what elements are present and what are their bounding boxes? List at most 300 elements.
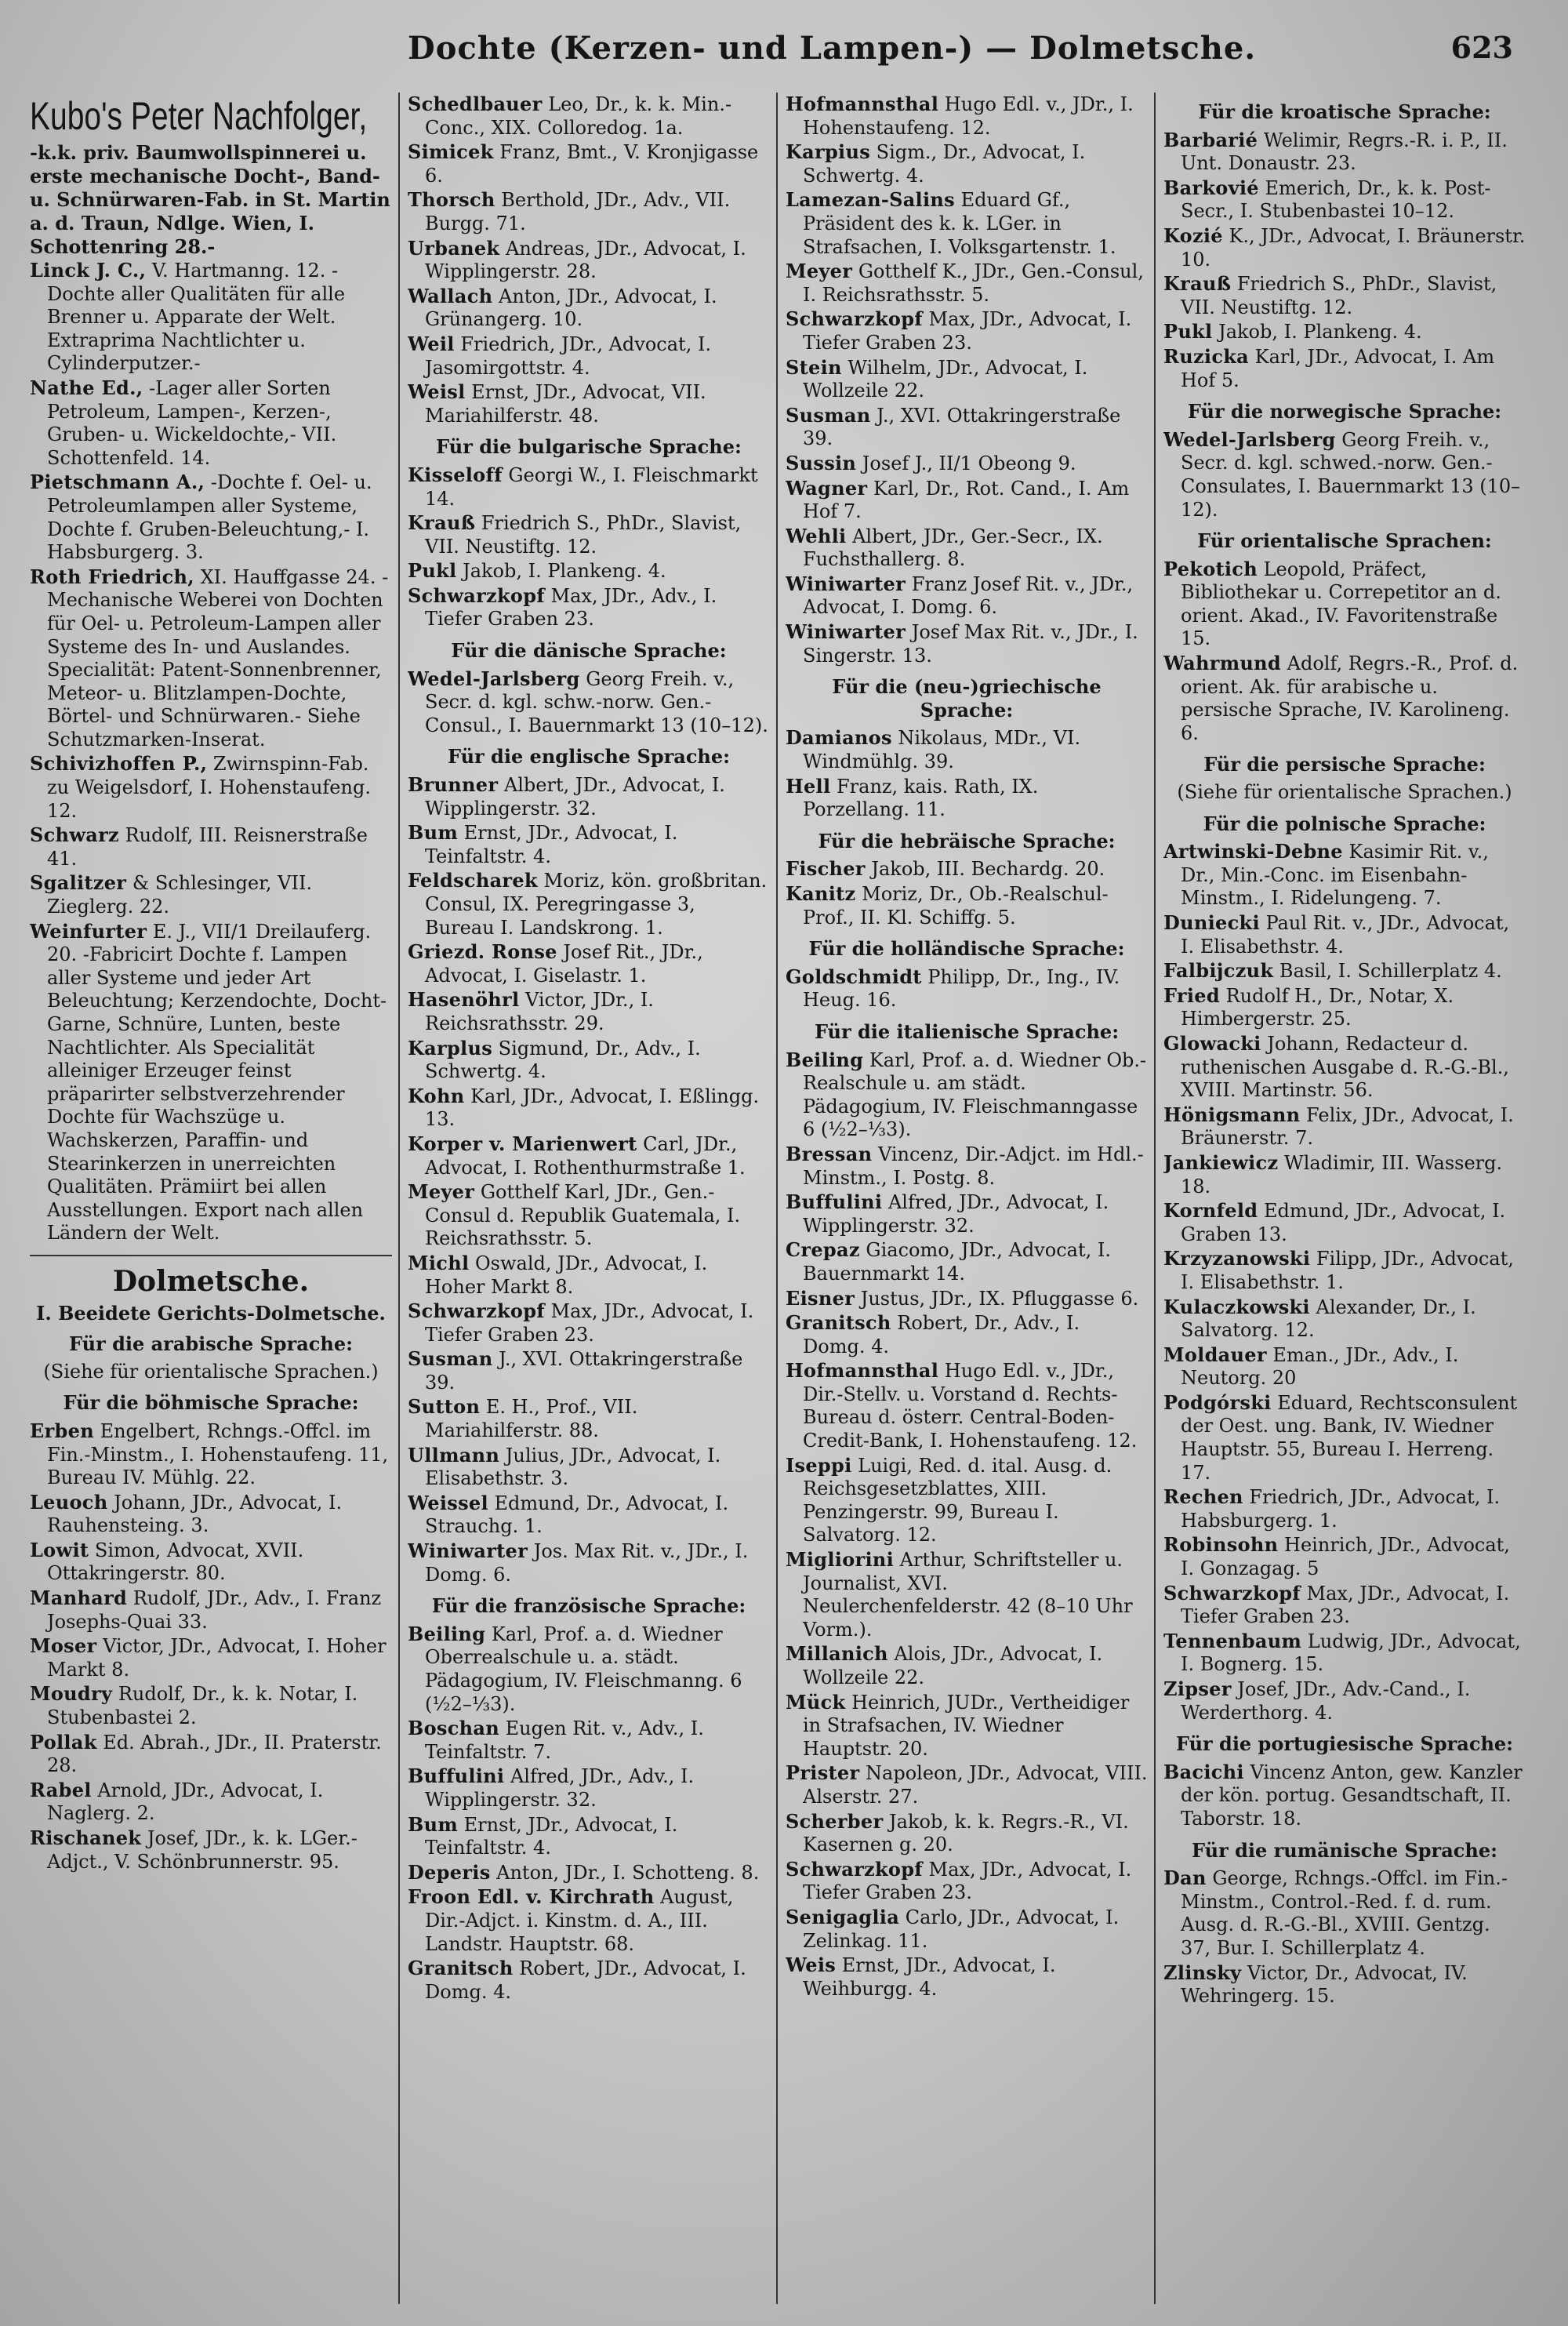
directory-entry (408, 1037, 770, 1084)
entry-name: Schedlbauer (408, 93, 543, 115)
columns (30, 93, 1526, 2304)
entry-text: Rudolf, III. Reisnerstraße 41. (47, 824, 368, 870)
entry-text: Rudolf, Dr., k. k. Notar, I. Stubenbastei 2. (47, 1683, 358, 1729)
directory-entry (30, 471, 392, 564)
entry-name: Krauß (408, 511, 476, 535)
page-title: Dochte (Kerzen- und Lampen-) — Dolmetsche. (408, 30, 1257, 67)
entry-text: Carlo, JDr., Advocat, I. Zelinkag. 11. (803, 1906, 1120, 1952)
entry-text: Rudolf, JDr., Adv., I. Franz Josephs-Quai 33. (47, 1587, 382, 1633)
entry-name: Krauß (1163, 272, 1232, 296)
directory-entry (1163, 840, 1526, 910)
directory-entry (786, 965, 1148, 1012)
directory-entry (408, 285, 770, 332)
entry-text: Karl, Dr., Rot. Cand., I. Am Hof 7. (803, 477, 1130, 523)
entry-name: Pekotich (1163, 557, 1258, 580)
directory-entry (786, 1548, 1148, 1641)
language-heading-french: Für die französische Sprache: (431, 1594, 746, 1618)
directory-entry (30, 1586, 392, 1634)
directory-entry (1163, 176, 1526, 224)
directory-entry (408, 869, 770, 939)
directory-entry (408, 559, 770, 583)
entry-name: Rischanek (30, 1826, 142, 1849)
entry-name: Wedel-Jarlsberg (1163, 427, 1336, 451)
entry-text: E. H., Prof., VII. Mariahilferstr. 88. (425, 1396, 638, 1442)
language-heading-english: Für die englische Sprache: (447, 745, 731, 769)
entry-list (1163, 558, 1526, 746)
entry-text: Heinrich, JUDr., Vertheidiger in Strafsachen, IV. Wiedner Hauptstr. 20. (803, 1691, 1130, 1760)
entry-list (786, 726, 1148, 821)
entry-name: Korper v. Marienwert (408, 1132, 637, 1155)
directory-entry (408, 1861, 770, 1885)
entry-name: Migliorini (786, 1548, 895, 1572)
directory-entry (786, 188, 1148, 259)
directory-entry (1163, 558, 1526, 651)
directory-entry (1163, 1485, 1526, 1532)
entry-text: Wladimir, III. Wasserg. 18. (1181, 1151, 1503, 1198)
entry-text: Anton, JDr., Advocat, I. Grünangerg. 10. (425, 285, 717, 331)
entry-text: -Lager aller Sorten Petroleum, Lampen-, Kerzen-, Gruben- u. Wickeldochte,- VII. Schottenfeld. 14. (47, 376, 337, 469)
entry-text: Luigi, Red. d. ital. Ausg. d. Reichsgesetzblattes, XIII. Penzingerstr. 99, Bureau I. Salvatorg. 12. (803, 1454, 1112, 1546)
entry-name: Schwarzkopf (1163, 1581, 1301, 1605)
entry-name: Meyer (786, 260, 853, 283)
column-4 (1163, 93, 1526, 2304)
entry-text: Gotthelf K., JDr., Gen.-Consul, I. Reichsrathsstr. 5. (803, 260, 1144, 306)
entry-text: Sigmund, Dr., Adv., I. Schwertg. 4. (425, 1037, 701, 1083)
entry-text: Josef, JDr., Adv.-Cand., I. Werderthorg. 4. (1181, 1678, 1471, 1724)
entry-name: Podgórski (1163, 1390, 1272, 1414)
ad-logo: Kubo's Peter Nachfolger, (30, 94, 368, 138)
directory-entry (786, 1287, 1148, 1311)
directory-entry (786, 726, 1148, 773)
entry-name: Feldscharek (408, 869, 538, 892)
directory-entry (408, 380, 770, 427)
entry-name: Wagner (786, 476, 868, 500)
directory-entry (408, 988, 770, 1035)
entry-text: Napoleon, JDr., Advocat, VIII. Alserstr. 27. (803, 1762, 1148, 1808)
entry-list (1163, 840, 1526, 1725)
entry-name: Brunner (408, 773, 499, 797)
entry-text: Franz, Bmt., V. Kronjigasse 6. (425, 141, 759, 187)
entry-text: Alois, JDr., Advocat, I. Wollzeile 22. (803, 1643, 1103, 1688)
entry-text: Ernst, JDr., Advocat, I. Weihburgg. 4. (803, 1954, 1056, 2000)
directory-entry (1163, 652, 1526, 745)
entry-text: Leopold, Präfect, Bibliothekar u. Correpetitor an d. orient. Akad., IV. Favoritenstraße 15. (1181, 558, 1501, 650)
directory-entry (30, 376, 392, 470)
directory-entry (30, 823, 392, 870)
directory-entry (408, 333, 770, 380)
entry-name: Boschan (408, 1717, 499, 1740)
directory-entry (408, 140, 770, 187)
directory-entry (1163, 1761, 1526, 1831)
entry-text: Alfred, JDr., Adv., I. Wipplingerstr. 32. (425, 1765, 695, 1811)
entry-name: Robinsohn (1163, 1533, 1279, 1557)
entry-name: Wallach (408, 284, 493, 307)
entry-name: Eisner (786, 1286, 855, 1310)
entry-text: Moriz, kön. großbritan. Consul, IX. Peregringasse 3, Bureau I. Landskrong. 1. (425, 870, 768, 939)
directory-entry (1163, 320, 1526, 344)
entry-name: Susman (408, 1347, 493, 1371)
directory-entry (1163, 1032, 1526, 1103)
entry-text: Eugen Rit. v., Adv., I. Teinfaltstr. 7. (425, 1717, 704, 1763)
entry-text: Johann, Redacteur d. ruthenischen Ausgabe d. R.-G.-Bl., XVIII. Martinstr. 56. (1181, 1032, 1509, 1102)
directory-entry (408, 1299, 770, 1347)
directory-entry (1163, 1151, 1526, 1198)
language-heading-danish: Für die dänische Sprache: (451, 639, 727, 663)
entry-text: Kasimir Rit. v., Dr., Min.-Conc. im Eisenbahn-Minstm., I. Ridelungeng. 7. (1181, 841, 1489, 910)
entry-text: Max, JDr., Advocat, I. Tiefer Graben 23. (803, 1858, 1132, 1904)
entry-name: Millanich (786, 1642, 888, 1666)
directory-entry (30, 1682, 392, 1729)
entry-list (786, 857, 1148, 929)
entry-text: Hugo Edl. v., JDr., I. Hohenstaufeng. 12. (803, 93, 1134, 139)
directory-entry (408, 1764, 770, 1812)
language-heading-portuguese: Für die portugiesische Sprache: (1175, 1732, 1514, 1756)
directory-entry (786, 356, 1148, 403)
entry-name: Hasenöhrl (408, 988, 520, 1012)
entry-name: Weisl (408, 380, 466, 404)
directory-entry (408, 511, 770, 558)
entry-name: Sussin (786, 451, 857, 474)
directory-entry (30, 1826, 392, 1874)
directory-entry (1163, 959, 1526, 983)
column-2 (408, 93, 770, 2304)
entry-name: Winiwarter (408, 1539, 528, 1563)
entry-name: Wehli (786, 524, 847, 547)
divider (30, 1255, 392, 1256)
entry-name: Artwinski-Debne (1163, 840, 1343, 863)
directory-entry (1163, 1296, 1526, 1343)
entry-name: Beiling (786, 1048, 864, 1071)
directory-entry (1163, 1391, 1526, 1485)
entry-list (786, 93, 1148, 667)
entry-name: Nathe Ed., (30, 376, 143, 399)
column-3 (786, 93, 1148, 2304)
entry-text: Karl, Prof. a. d. Wiedner Ob.-Realschule u. am städt. Pädagogium, IV. Fleischmanngasse 6 (½2–⅓3). (803, 1049, 1147, 1141)
entry-text: Engelbert, Rchngs.-Offcl. im Fin.-Minstm., I. Hohenstaufeng. 11, Bureau IV. Mühlg. 22. (47, 1419, 389, 1489)
entry-name: Bacichi (1163, 1760, 1244, 1783)
entry-text: Welimir, Regrs.-R. i. P., II. Unt. Donaustr. 23. (1181, 129, 1508, 175)
entry-name: Ullmann (408, 1443, 500, 1466)
entry-list (408, 667, 770, 738)
entry-text: Edmund, JDr., Advocat, I. Graben 13. (1181, 1200, 1506, 1245)
entry-name: Zlinsky (1163, 1961, 1242, 1984)
entry-name: Granitsch (408, 1957, 514, 1980)
language-heading-polish: Für die polnische Sprache: (1203, 812, 1486, 835)
entry-name: Moser (30, 1634, 97, 1658)
language-heading-italian: Für die italienische Sprache: (814, 1019, 1120, 1043)
directory-entry (1163, 129, 1526, 176)
entry-name: Weil (408, 332, 455, 355)
entry-text: Julius, JDr., Advocat, I. Elisabethstr. 3. (425, 1444, 721, 1490)
entry-text: Leo, Dr., k. k. Min.-Conc., XIX. Colloredog. 1a. (425, 93, 732, 139)
entry-name: Winiwarter (786, 620, 906, 644)
entry-name: Kisseloff (408, 463, 503, 486)
entry-name: Schwarz (30, 823, 119, 847)
entry-text: Josef Rit., JDr., Advocat, I. Giselastr. 1. (425, 941, 703, 987)
entry-text: Vincenz, Dir.-Adjct. im Hdl.-Minstm., I. Postg. 8. (803, 1143, 1144, 1189)
entry-name: Sutton (408, 1395, 481, 1419)
entry-name: Weinfurter (30, 919, 147, 943)
entry-text: Josef Max Rit. v., JDr., I. Singerstr. 13. (803, 621, 1138, 667)
language-heading-persian: Für die persische Sprache: (1203, 753, 1486, 776)
entry-name: Falbijczuk (1163, 959, 1274, 983)
entry-text: Max, JDr., Advocat, I. Tiefer Graben 23. (1181, 1582, 1510, 1628)
entry-text: Adolf, Regrs.-R., Prof. d. orient. Ak. für arabische u. persische Sprache, IV. Karolineng. 6. (1181, 652, 1519, 744)
entry-list (408, 463, 770, 631)
directory-entry (1163, 911, 1526, 958)
directory-entry (1163, 1103, 1526, 1150)
entry-text: Franz Josef Rit. v., JDr., Advocat, I. Domg. 6. (803, 572, 1134, 619)
directory-entry (1163, 1582, 1526, 1629)
entry-name: Rechen (1163, 1485, 1243, 1509)
entry-name: Hönigsmann (1163, 1103, 1301, 1126)
directory-entry (786, 1858, 1148, 1905)
cross-reference-note: (Siehe für orientalische Sprachen.) (1177, 781, 1512, 804)
language-heading-bulgarian: Für die bulgarische Sprache: (436, 435, 742, 459)
language-heading-croatian: Für die kroatische Sprache: (1198, 100, 1491, 123)
entry-text: Carl, JDr., Advocat, I. Rothenthurmstraße 1. (425, 1132, 746, 1179)
entry-text: Karl, Prof. a. d. Wiedner Oberrealschule u. a. städt. Pädagogium, IV. Fleischmanng. 6 (½2–⅓3). (425, 1623, 742, 1715)
entry-name: Goldschmidt (786, 965, 922, 988)
directory-entry (408, 93, 770, 140)
entry-name: Tennenbaum (1163, 1629, 1302, 1652)
entry-name: Schwarzkopf (408, 583, 545, 607)
directory-entry (408, 1444, 770, 1491)
language-heading-bohemian: Für die böhmische Sprache: (63, 1391, 359, 1415)
entry-text: Rudolf H., Dr., Notar, X. Himbergerstr. 25. (1181, 984, 1454, 1030)
entry-text: Karl, JDr., Advocat, I. Eßlingg. 13. (425, 1085, 760, 1131)
entry-name: Lamezan-Salins (786, 188, 955, 212)
directory-entry (786, 404, 1148, 451)
entry-text: Alfred, JDr., Advocat, I. Wipplingerstr. 32. (803, 1191, 1109, 1237)
directory-entry (408, 1957, 770, 2004)
directory-entry (786, 882, 1148, 929)
entry-name: Dan (1163, 1866, 1207, 1890)
entry-name: Duniecki (1163, 911, 1260, 934)
directory-entry (786, 857, 1148, 881)
entry-text: Robert, JDr., Advocat, I. Domg. 4. (425, 1957, 746, 2003)
entry-name: Schivizhoffen P., (30, 752, 208, 776)
directory-entry (786, 1953, 1148, 2001)
entry-name: Lowit (30, 1538, 89, 1561)
entry-text: Albert, JDr., Ger.-Secr., IX. Fuchsthallerg. 8. (803, 525, 1103, 571)
entry-list (1163, 129, 1526, 393)
entry-name: Urbanek (408, 236, 500, 260)
entry-name: Thorsch (408, 188, 495, 212)
directory-entry (408, 1539, 770, 1586)
entry-name: Schwarzkopf (786, 1857, 923, 1881)
directory-entry (30, 920, 392, 1245)
language-heading-dutch: Für die holländische Sprache: (808, 937, 1125, 961)
directory-entry (408, 1813, 770, 1860)
entry-name: Bum (408, 821, 459, 845)
directory-entry (786, 260, 1148, 307)
directory-entry (408, 1885, 770, 1956)
entry-text: Jakob, I. Plankeng. 4. (456, 560, 666, 583)
entry-text: Johann, JDr., Advocat, I. Rauhensteing. 3. (47, 1491, 343, 1537)
entry-text: Jakob, I. Plankeng. 4. (1212, 321, 1422, 343)
entry-text: Paul Rit. v., JDr., Advocat, I. Elisabethstr. 4. (1181, 912, 1510, 958)
directory-entry (786, 1190, 1148, 1238)
entry-name: Mück (786, 1690, 846, 1714)
entry-text: Berthold, JDr., Adv., VII. Burgg. 71. (425, 189, 731, 234)
directory-entry (1163, 272, 1526, 319)
directory-entry (408, 1623, 770, 1716)
language-heading-norwegian: Für die norwegische Sprache: (1187, 400, 1502, 423)
entry-name: Glowacki (1163, 1031, 1261, 1055)
entry-text: Friedrich S., PhDr., Slavist, VII. Neustiftg. 12. (1181, 273, 1497, 318)
entry-text: Philipp, Dr., Ing., IV. Heug. 16. (803, 965, 1120, 1012)
entry-text: Andreas, JDr., Advocat, I. Wipplingerstr. 28. (425, 237, 746, 283)
section-subheading: I. Beeidete Gerichts-Dolmetsche. (36, 1301, 386, 1325)
entry-name: Moudry (30, 1682, 113, 1706)
directory-entry (786, 1049, 1148, 1142)
entry-list (1163, 428, 1526, 522)
directory-entry (30, 1634, 392, 1681)
directory-entry (1163, 1247, 1526, 1294)
entry-text: Ludwig, JDr., Advocat, I. Bognerg. 15. (1181, 1630, 1521, 1676)
directory-entry (30, 1539, 392, 1586)
entry-text: August, Dir.-Adjct. i. Kinstm. d. A., III. Landstr. Hauptstr. 68. (425, 1886, 734, 1955)
entry-text: -Dochte f. Oel- u. Petroleumlampen aller Systeme, Dochte f. Gruben-Beleuchtung,- I. Habsburgerg. 3. (47, 471, 372, 564)
directory-entry (786, 1810, 1148, 1857)
directory-entry (786, 572, 1148, 620)
entry-text: Felix, JDr., Advocat, I. Bräunerstr. 7. (1181, 1103, 1514, 1150)
entry-name: Wahrmund (1163, 652, 1281, 675)
entry-text: Ernst, JDr., Advocat, I. Teinfaltstr. 4. (425, 822, 678, 867)
directory-entry (408, 1717, 770, 1764)
entry-name: Pietschmann A., (30, 471, 205, 494)
running-head (0, 30, 1568, 77)
language-heading-arabic: Für die arabische Sprache: (69, 1332, 353, 1356)
entry-name: Schwarzkopf (408, 1299, 545, 1323)
directory-entry (408, 1492, 770, 1539)
entry-name: Simicek (408, 140, 494, 164)
entry-text: Georg Freih. v., Secr. d. kgl. schw.-norw. Gen.-Consul., I. Bauernmarkt 13 (10–12). (425, 667, 768, 736)
entry-text: Arthur, Schriftsteller u. Journalist, XVI. Neulerchenfelderstr. 42 (8–10 Uhr Vorm.). (803, 1549, 1133, 1641)
entry-text: J., XVI. Ottakringerstraße 39. (425, 1348, 743, 1394)
entry-name: Weis (786, 1953, 837, 1977)
entry-text: Josef, JDr., k. k. LGer.-Adjct., V. Schönbrunnerstr. 95. (47, 1827, 358, 1873)
section-heading: Dolmetsche. (112, 1264, 310, 1298)
entry-text: Georg Freih. v., Secr. d. kgl. schwed.-norw. Gen.-Consulates, I. Bauernmarkt 13 (10–12). (1181, 428, 1521, 521)
entry-list (1163, 1761, 1526, 1831)
directory-entry (30, 1731, 392, 1778)
entry-name: Weissel (408, 1491, 488, 1514)
entry-text: Franz, kais. Rath, IX. Porzellang. 11. (803, 775, 1039, 821)
entry-text: Moriz, Dr., Ob.-Realschul-Prof., II. Kl. Schiffg. 5. (803, 883, 1109, 929)
directory-entry (1163, 1533, 1526, 1580)
entry-text: Ed. Abrah., JDr., II. Praterstr. 28. (47, 1731, 382, 1777)
entry-name: Barbarié (1163, 128, 1258, 151)
directory-entry (1163, 1343, 1526, 1390)
directory-entry (786, 307, 1148, 354)
directory-entry (30, 1419, 392, 1490)
entry-list (1163, 1866, 1526, 2008)
entry-name: Hofmannsthal (786, 1359, 939, 1383)
entry-name: Susman (786, 403, 871, 427)
entry-name: Kozié (1163, 224, 1223, 247)
entry-text: Gotthelf Karl, JDr., Gen.-Consul d. Republik Guatemala, I. Reichsrathsstr. 5. (425, 1181, 741, 1250)
entry-name: Moldauer (1163, 1343, 1267, 1366)
directory-entry (786, 620, 1148, 667)
entry-name: Michl (408, 1251, 470, 1274)
entry-name: Pollak (30, 1730, 97, 1754)
directory-entry (786, 1238, 1148, 1285)
entry-text: Basil, I. Schillerplatz 4. (1273, 960, 1502, 983)
entry-name: Zipser (1163, 1677, 1232, 1700)
entry-text: Max, JDr., Advocat, I. Tiefer Graben 23. (425, 1300, 754, 1346)
directory-entry (1163, 1961, 1526, 2008)
entry-name: Karpius (786, 140, 871, 164)
entry-name: Manhard (30, 1586, 128, 1610)
entry-name: Senigaglia (786, 1905, 900, 1928)
entry-text: Friedrich S., PhDr., Slavist, VII. Neustiftg. 12. (425, 512, 742, 558)
directory-entry (408, 1347, 770, 1394)
entry-text: Sigm., Dr., Advocat, I. Schwertg. 4. (803, 141, 1086, 187)
entry-list (408, 1623, 770, 2004)
directory-entry (408, 773, 770, 820)
entry-list (786, 965, 1148, 1012)
directory-entry (786, 1359, 1148, 1452)
entry-name: Pukl (408, 559, 457, 583)
directory-entry (1163, 224, 1526, 271)
entry-text: Zwirnspinn-Fab. zu Weigelsdorf, I. Hohenstaufeng. 12. (47, 753, 371, 822)
directory-entry (30, 871, 392, 918)
directory-entry (786, 1906, 1148, 1953)
entry-text: Filipp, JDr., Advocat, I. Elisabethstr. 1. (1181, 1248, 1514, 1293)
language-heading-greek: Für die (neu-)griechische Sprache: (832, 675, 1102, 721)
entry-text: Heinrich, JDr., Advocat, I. Gonzagag. 5 (1181, 1534, 1510, 1580)
entry-name: Roth Friedrich, (30, 565, 194, 588)
entry-list (30, 259, 392, 1245)
entry-name: Jankiewicz (1163, 1150, 1279, 1174)
entry-list (408, 93, 770, 427)
entry-name: Fried (1163, 983, 1220, 1007)
directory-entry (408, 1085, 770, 1132)
entry-text: Hugo Edl. v., JDr., Dir.-Stellv. u. Vorstand d. Rechts-Bureau d. österr. Central-Boden-Credit-Bank, I. Hohenstaufeng. 12. (803, 1360, 1138, 1452)
directory-entry (786, 93, 1148, 140)
entry-text: Simon, Advocat, XVII. Ottakringerstr. 80. (47, 1539, 304, 1585)
directory-entry (30, 1491, 392, 1538)
directory-entry (1163, 1677, 1526, 1725)
entry-text: E. J., VII/1 Dreilauferg. 20. -Fabricirt Dochte f. Lampen aller Systeme und jeder Art Beleuchtung; Kerzendochte, Docht-Garne, Schnüre, Lunten, beste Nachtlichter. Als Specialität alleiniger Erzeuger feinst präparirter selbstverzehrender Dochte für Wachszüge u. Wachskerzen, Paraffin- und Stearinkerzen in unerreichten Qualitäten. Prämiirt bei allen Ausstellungen. Export nach allen Ländern der Welt. (47, 920, 387, 1245)
entry-name: Krzyzanowski (1163, 1247, 1311, 1270)
advertisement (30, 94, 392, 259)
entry-name: Barkovié (1163, 176, 1259, 199)
directory-entry (30, 752, 392, 823)
entry-name: Pukl (1163, 320, 1213, 343)
entry-text: Ernst, JDr., Advocat, VII. Mariahilferstr. 48. (425, 381, 706, 427)
directory-entry (408, 237, 770, 284)
entry-name: Rabel (30, 1778, 92, 1801)
entry-name: Granitsch (786, 1311, 891, 1335)
entry-text: Edmund, Dr., Advocat, I. Strauchg. 1. (425, 1492, 729, 1538)
entry-name: Froon Edl. v. Kirchrath (408, 1885, 655, 1909)
page-number: 623 (1450, 30, 1513, 65)
entry-name: Crepaz (786, 1238, 860, 1262)
entry-name: Kanitz (786, 882, 856, 905)
entry-name: Buffulini (408, 1764, 505, 1788)
entry-text: Max, JDr., Advocat, I. Tiefer Graben 23. (803, 308, 1132, 354)
entry-text: Eman., JDr., Adv., I. Neutorg. 20 (1181, 1343, 1459, 1390)
entry-text: & Schlesinger, VII. Zieglerg. 22. (47, 872, 313, 918)
directory-entry (786, 1454, 1148, 1547)
entry-name: Kohn (408, 1084, 465, 1107)
directory-entry (786, 452, 1148, 476)
entry-text: Victor, Dr., Advocat, IV. Wehringerg. 15. (1181, 1961, 1468, 2008)
directory-entry (786, 775, 1148, 822)
